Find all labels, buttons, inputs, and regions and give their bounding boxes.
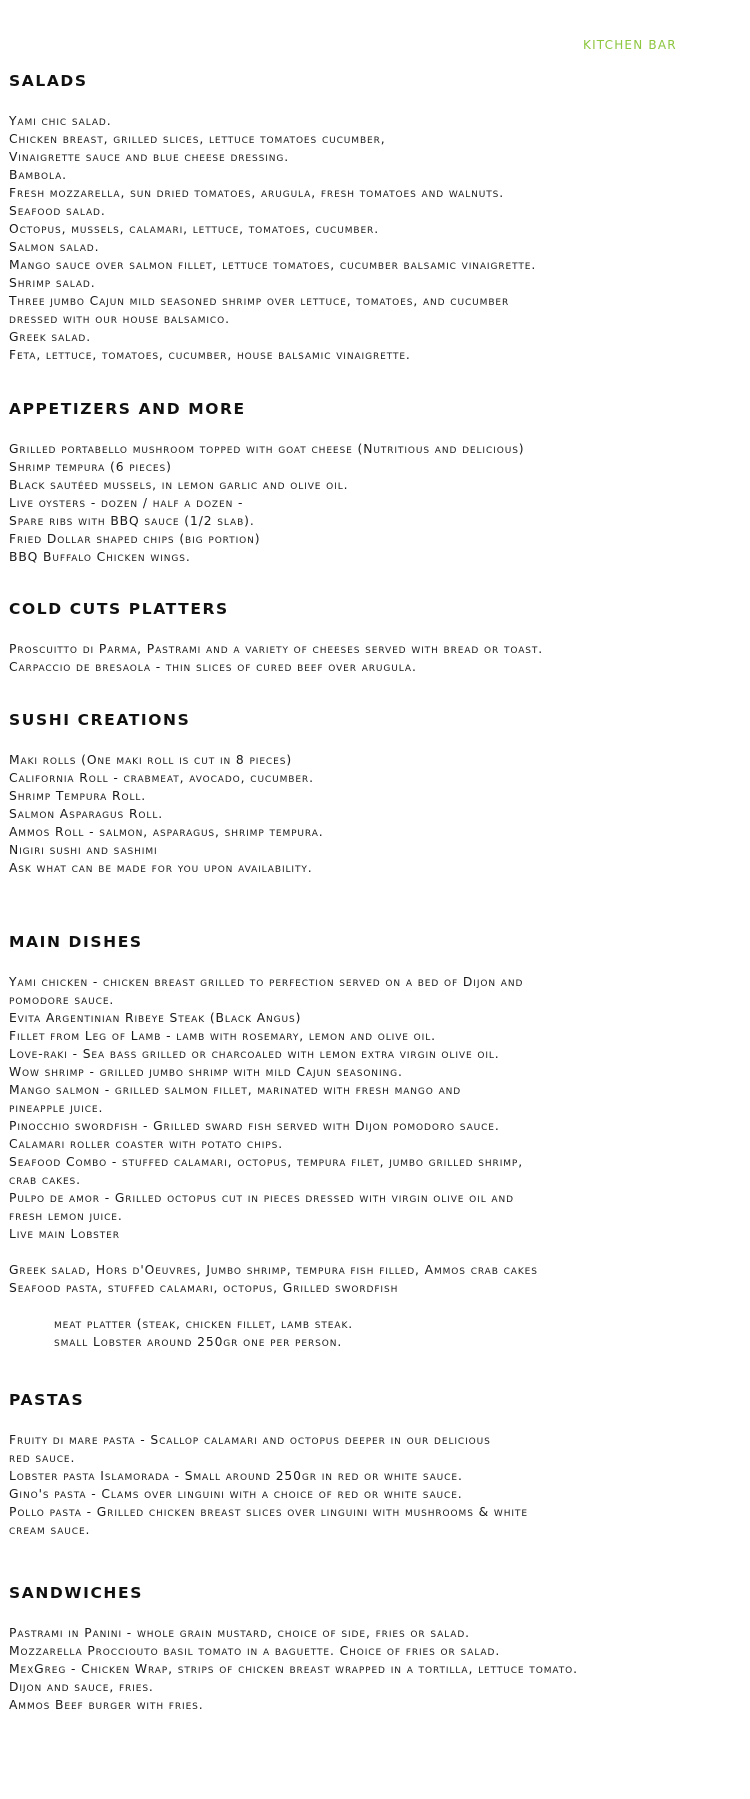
salads-section [9, 72, 744, 364]
menu-line: red sauce. [9, 1451, 76, 1465]
menu-line: Mango sauce over salmon fillet, lettuce tomatoes, cucumber balsamic vinaigrette. [9, 258, 537, 272]
cold-cuts-list [9, 640, 744, 676]
menu-line: Ammos Roll - salmon, asparagus, shrimp tempura. [9, 825, 324, 839]
menu-line: pineapple juice. [9, 1101, 104, 1115]
menu-line: Ask what can be made for you upon availability. [9, 861, 313, 875]
menu-line: Live main Lobster [9, 1227, 120, 1241]
menu-line: cream sauce. [9, 1523, 91, 1537]
menu-line: MexGreg - Chicken Wrap, strips of chicken breast wrapped in a tortilla, lettuce tomato. [9, 1662, 578, 1676]
menu-line: Fresh mozzarella, sun dried tomatoes, arugula, fresh tomatoes and walnuts. [9, 186, 505, 200]
sandwiches-title: SANDWICHES [9, 1584, 143, 1602]
menu-line: meat platter (steak, chicken fillet, lamb steak. [54, 1317, 354, 1331]
menu-line: Dijon and sauce, fries. [9, 1680, 154, 1694]
menu-line: Shrimp tempura (6 pieces) [9, 460, 172, 474]
menu-line: BBQ Buffalo Chicken wings. [9, 550, 191, 564]
menu-line: Love-raki - Sea bass grilled or charcoaled with lemon extra virgin olive oil. [9, 1047, 500, 1061]
menu-line: Mozzarella Procciouto basil tomato in a baguette. Choice of fries or salad. [9, 1644, 501, 1658]
appetizers-section [9, 400, 744, 566]
menu-line: Seafood salad. [9, 204, 106, 218]
menu-line: Shrimp Tempura Roll. [9, 789, 147, 803]
menu-line: Carpaccio de bresaola - thin slices of cured beef over arugula. [9, 660, 417, 674]
menu-line: Vinaigrette sauce and blue cheese dressing. [9, 150, 290, 164]
sushi-title: SUSHI CREATIONS [9, 711, 191, 729]
cold-cuts-title: COLD CUTS PLATTERS [9, 600, 229, 618]
menu-line: Live oysters - dozen / half a dozen - [9, 496, 244, 510]
menu-line: Salmon Asparagus Roll. [9, 807, 164, 821]
menu-line: Pastrami in Panini - whole grain mustard, choice of side, fries or salad. [9, 1626, 470, 1640]
menu-line: Fried Dollar shaped chips (big portion) [9, 532, 261, 546]
menu-line: Bambola. [9, 168, 67, 182]
spacer [9, 1297, 744, 1315]
main-dishes-list [9, 973, 744, 1351]
main-dishes-title: MAIN DISHES [9, 933, 143, 951]
menu-line: Fruity di mare pasta - Scallop calamari and octopus deeper in our delicious [9, 1433, 491, 1447]
menu-line: crab cakes. [9, 1173, 81, 1187]
menu-line: California Roll - crabmeat, avocado, cucumber. [9, 771, 314, 785]
sushi-section [9, 711, 744, 877]
appetizers-list [9, 440, 744, 566]
pastas-title: PASTAS [9, 1391, 85, 1409]
spacer [9, 1243, 744, 1261]
menu-line: Octopus, mussels, calamari, lettuce, tomatoes, cucumber. [9, 222, 380, 236]
menu-line: Lobster pasta Islamorada - Small around 250gr in red or white sauce. [9, 1469, 463, 1483]
kitchen-bar-label: KITCHEN BAR [583, 38, 677, 52]
menu-line: Three jumbo Cajun mild seasoned shrimp over lettuce, tomatoes, and cucumber [9, 294, 510, 308]
sushi-list [9, 751, 744, 877]
appetizers-title: APPETIZERS AND MORE [9, 400, 246, 418]
menu-line: fresh lemon juice. [9, 1209, 123, 1223]
salads-list [9, 112, 744, 364]
menu-line: Seafood Combo - stuffed calamari, octopus, tempura filet, jumbo grilled shrimp, [9, 1155, 524, 1169]
pastas-list [9, 1431, 744, 1539]
menu-line: Evita Argentinian Ribeye Steak (Black Angus) [9, 1011, 302, 1025]
menu-line: Maki rolls (One maki roll is cut in 8 pieces) [9, 753, 293, 767]
menu-line: Feta, lettuce, tomatoes, cucumber, house balsamic vinaigrette. [9, 348, 411, 362]
sandwiches-list [9, 1624, 744, 1714]
menu-line: small Lobster around 250gr one per person. [54, 1335, 343, 1349]
cold-cuts-section [9, 600, 744, 676]
menu-line: Proscuitto di Parma, Pastrami and a variety of cheeses served with bread or toast. [9, 642, 544, 656]
menu-line: Pinocchio swordfish - Grilled sward fish served with Dijon pomodoro sauce. [9, 1119, 500, 1133]
menu-line: Greek salad, Hors d'Oeuvres, Jumbo shrimp, tempura fish filled, Ammos crab cakes [9, 1263, 538, 1277]
sandwiches-section [9, 1584, 744, 1714]
menu-line: Yami chicken - chicken breast grilled to perfection served on a bed of Dijon and [9, 975, 524, 989]
menu-line: Calamari roller coaster with potato chips. [9, 1137, 284, 1151]
menu-line: Spare ribs with BBQ sauce (1/2 slab). [9, 514, 255, 528]
menu-line: Black sautéed mussels, in lemon garlic and olive oil. [9, 478, 349, 492]
menu-line: Pulpo de amor - Grilled octopus cut in pieces dressed with virgin olive oil and [9, 1191, 514, 1205]
menu-line: Wow shrimp - grilled jumbo shrimp with mild Cajun seasoning. [9, 1065, 403, 1079]
menu-line: pomodore sauce. [9, 993, 115, 1007]
menu-line: Grilled portabello mushroom topped with goat cheese (Nutritious and delicious) [9, 442, 525, 456]
menu-line: Fillet from Leg of Lamb - lamb with rosemary, lemon and olive oil. [9, 1029, 436, 1043]
menu-line: Greek salad. [9, 330, 92, 344]
menu-line: Seafood pasta, stuffed calamari, octopus, Grilled swordfish [9, 1281, 399, 1295]
main-dishes-section [9, 933, 744, 1351]
menu-line: Pollo pasta - Grilled chicken breast slices over linguini with mushrooms & white [9, 1505, 528, 1519]
menu-line: Shrimp salad. [9, 276, 96, 290]
menu-line: Yami chic salad. [9, 114, 112, 128]
menu-line: Ammos Beef burger with fries. [9, 1698, 204, 1712]
menu-line: Mango salmon - grilled salmon fillet, marinated with fresh mango and [9, 1083, 462, 1097]
menu-line: Chicken breast, grilled slices, lettuce tomatoes cucumber, [9, 132, 386, 146]
menu-line: Nigiri sushi and sashimi [9, 843, 158, 857]
menu-line: Gino's pasta - Clams over linguini with a choice of red or white sauce. [9, 1487, 463, 1501]
menu-line: dressed with our house balsamico. [9, 312, 230, 326]
salads-title: SALADS [9, 72, 88, 90]
pastas-section [9, 1391, 744, 1539]
menu-line: Salmon salad. [9, 240, 100, 254]
